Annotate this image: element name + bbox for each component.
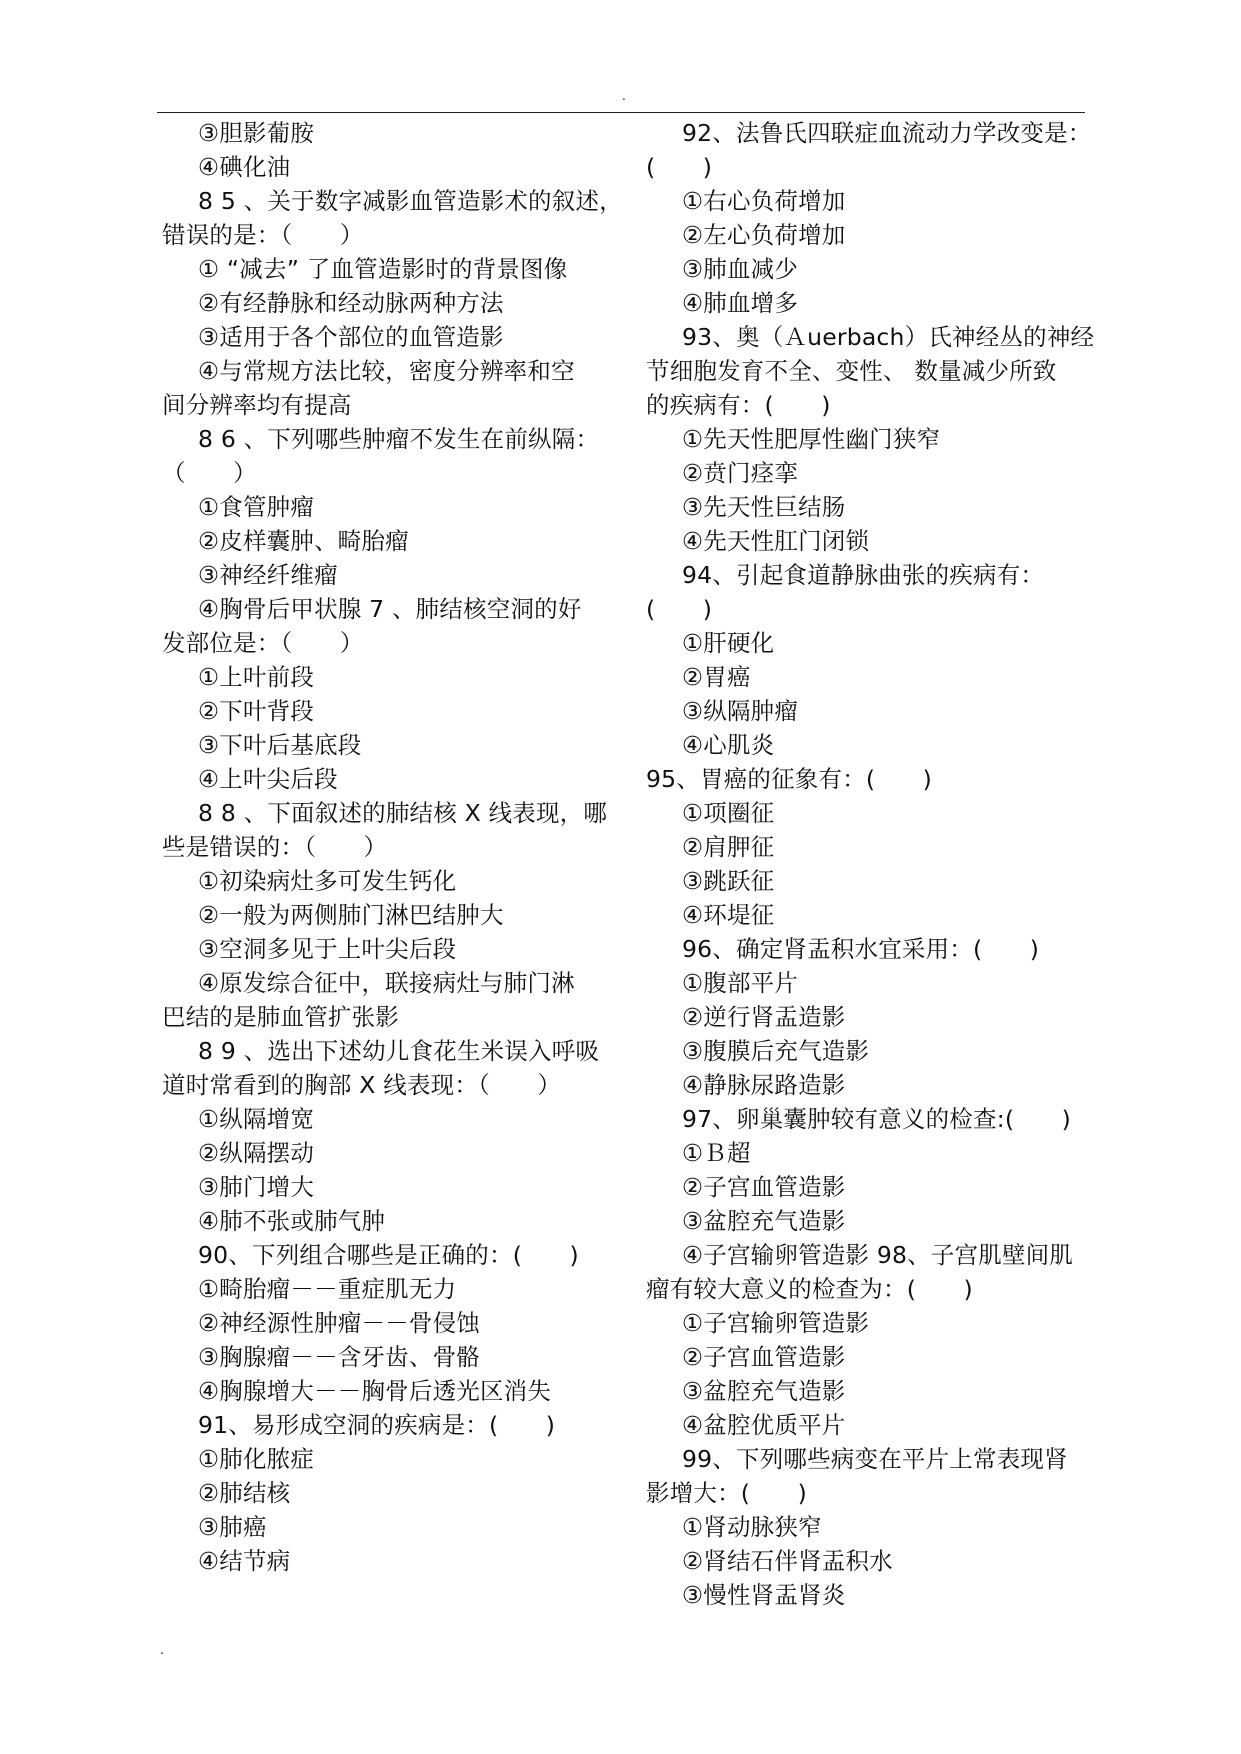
- text-line: ( ): [646, 595, 713, 623]
- text-line: ④子宫输卵管造影 98、子宫肌壁间肌: [682, 1241, 1074, 1269]
- text-line: 90、下列组合哪些是正确的：( ): [198, 1241, 579, 1269]
- text-line: ①纵隔增宽: [198, 1105, 315, 1133]
- text-line: ④胸腺增大－－胸骨后透光区消失: [198, 1377, 552, 1405]
- text-line: ③跳跃征: [682, 867, 775, 895]
- text-line: ④碘化油: [198, 153, 291, 181]
- text-line: 些是错误的：（ ）: [162, 833, 388, 861]
- text-line: ④胸骨后甲状腺 7 、肺结核空洞的好: [198, 595, 582, 623]
- text-line: 道时常看到的胸部 X 线表现：（ ）: [162, 1071, 562, 1099]
- text-line: ④心肌炎: [682, 731, 775, 759]
- text-line: ①子宫输卵管造影: [682, 1309, 870, 1337]
- text-line: ②下叶背段: [198, 697, 315, 725]
- text-line: 影增大：( ): [646, 1479, 807, 1507]
- text-line: ②肺结核: [198, 1479, 291, 1507]
- text-line: ④原发综合征中，联接病灶与肺门淋: [198, 969, 575, 997]
- text-line: ②肾结石伴肾盂积水: [682, 1547, 893, 1575]
- text-line: ③慢性肾盂肾炎: [682, 1581, 846, 1609]
- text-line: ③肺血减少: [682, 255, 799, 283]
- footer-mark: .: [160, 1643, 164, 1657]
- text-line: 91、易形成空洞的疾病是：( ): [198, 1411, 556, 1439]
- text-line: ②肩胛征: [682, 833, 775, 861]
- text-line: 8 9 、选出下述幼儿食花生米误入呼吸: [198, 1037, 600, 1065]
- text-line: ① “减去” 了血管造影时的背景图像: [198, 255, 568, 283]
- text-line: ②纵隔摆动: [198, 1139, 315, 1167]
- text-line: 发部位是：（ ）: [162, 629, 364, 657]
- text-line: 92、法鲁氏四联症血流动力学改变是：: [682, 119, 1092, 147]
- text-line: ③空洞多见于上叶尖后段: [198, 935, 457, 963]
- text-line: ④静脉尿路造影: [682, 1071, 846, 1099]
- text-line: ②一般为两侧肺门淋巴结肿大: [198, 901, 504, 929]
- header-rule: [157, 112, 1085, 113]
- text-line: ③纵隔肿瘤: [682, 697, 799, 725]
- text-line: ④结节病: [198, 1547, 291, 1575]
- text-line: ④环堤征: [682, 901, 775, 929]
- text-line: 8 8 、下面叙述的肺结核 X 线表现，哪: [198, 799, 608, 827]
- text-line: ③下叶后基底段: [198, 731, 362, 759]
- text-line: 97、卵巢囊肿较有意义的检查:( ): [682, 1105, 1071, 1133]
- text-line: ①上叶前段: [198, 663, 315, 691]
- text-line: ③神经纤维瘤: [198, 561, 338, 589]
- text-line: ①先天性肥厚性幽门狭窄: [682, 425, 941, 453]
- text-line: ④先天性肛门闭锁: [682, 527, 870, 555]
- text-line: ③适用于各个部位的血管造影: [198, 323, 504, 351]
- text-line: ③盆腔充气造影: [682, 1207, 846, 1235]
- text-line: ②子宫血管造影: [682, 1343, 846, 1371]
- text-line: 8 6 、下列哪些肿瘤不发生在前纵隔：: [198, 425, 600, 453]
- text-line: ①右心负荷增加: [682, 187, 846, 215]
- text-line: ④盆腔优质平片: [682, 1411, 846, 1439]
- text-line: 94、引起食道静脉曲张的疾病有：: [682, 561, 1045, 589]
- text-line: 99、下列哪些病变在平片上常表现肾: [682, 1445, 1068, 1473]
- text-line: ①项圈征: [682, 799, 775, 827]
- text-line: ④与常规方法比较，密度分辨率和空: [198, 357, 575, 385]
- text-line: 节细胞发育不全、变性、 数量减少所致: [646, 357, 1057, 385]
- text-line: ①畸胎瘤－－重症肌无力: [198, 1275, 457, 1303]
- text-line: 错误的是：（ ）: [162, 221, 364, 249]
- text-line: ②逆行肾盂造影: [682, 1003, 846, 1031]
- text-line: ③胆影葡胺: [198, 119, 315, 147]
- text-line: ④肺不张或肺气肿: [198, 1207, 386, 1235]
- text-line: ②皮样囊肿、畸胎瘤: [198, 527, 409, 555]
- right-column: [646, 116, 1095, 1612]
- text-line: 的疾病有：( ): [646, 391, 831, 419]
- text-line: 间分辨率均有提高: [162, 391, 352, 419]
- text-line: ①肺化脓症: [198, 1445, 315, 1473]
- text-line: ④肺血增多: [682, 289, 799, 317]
- text-line: ③肺门增大: [198, 1173, 315, 1201]
- text-line: ③肺癌: [198, 1513, 267, 1541]
- text-line: 95、胃癌的征象有：( ): [646, 765, 933, 793]
- text-line: 93、奥（Ａuerbach）氏神经丛的神经: [682, 323, 1095, 351]
- text-line: ③腹膜后充气造影: [682, 1037, 870, 1065]
- text-line: ②左心负荷增加: [682, 221, 846, 249]
- text-line: 瘤有较大意义的检查为：( ): [646, 1275, 973, 1303]
- text-line: ①腹部平片: [682, 969, 799, 997]
- text-line: ①食管肿瘤: [198, 493, 315, 521]
- text-line: ②子宫血管造影: [682, 1173, 846, 1201]
- text-line: ②有经静脉和经动脉两种方法: [198, 289, 504, 317]
- text-line: ①Ｂ超: [682, 1139, 751, 1167]
- text-line: ( ): [646, 153, 713, 181]
- text-line: ②贲门痉挛: [682, 459, 799, 487]
- text-line: ③盆腔充气造影: [682, 1377, 846, 1405]
- text-line: 巴结的是肺血管扩张影: [162, 1003, 399, 1031]
- text-line: 8 5 、关于数字减影血管造影术的叙述，: [198, 187, 623, 215]
- text-line: ②神经源性肿瘤－－骨侵蚀: [198, 1309, 480, 1337]
- text-line: ①肾动脉狭窄: [682, 1513, 822, 1541]
- text-line: ①初染病灶多可发生钙化: [198, 867, 457, 895]
- text-line: ②胃癌: [682, 663, 751, 691]
- text-line: ③胸腺瘤－－含牙齿、骨骼: [198, 1343, 480, 1371]
- text-line: ①肝硬化: [682, 629, 775, 657]
- text-line: ③先天性巨结肠: [682, 493, 846, 521]
- left-column: [162, 116, 623, 1578]
- text-line: 96、确定肾盂积水宜采用：( ): [682, 935, 1040, 963]
- header-mark: .: [622, 89, 626, 103]
- text-line: ④上叶尖后段: [198, 765, 338, 793]
- text-line: （ ）: [162, 459, 257, 487]
